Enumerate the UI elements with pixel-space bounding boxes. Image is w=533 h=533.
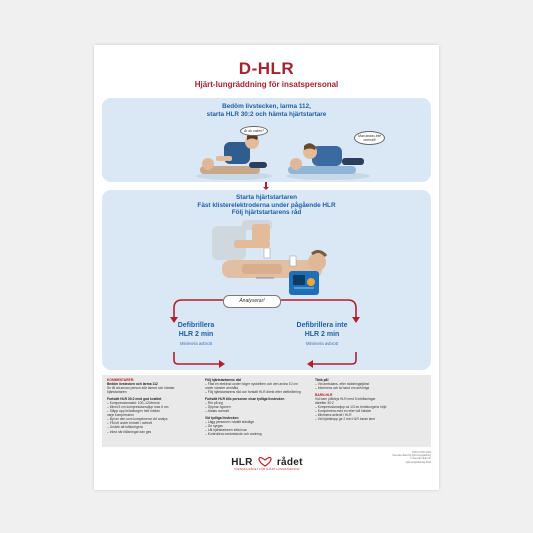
note-item: – Öppnar ögonen [205,404,231,409]
step-assess-panel [102,98,431,182]
note-item: – Byt av den som komprimerar vid analys [107,417,168,422]
note-item: – Inled när blåsningar kan ges [107,429,152,434]
note-title: Följ hjärtstartarens råd [205,378,241,382]
comments-section [102,375,431,447]
note-item: – Låt hjärtstartaren sitta kvar [205,427,247,432]
note-item: – Få luft under bröstet / avbrott [107,421,153,426]
note-title: Fortsätt HLR tills personen visar tydliga livstecken [205,396,285,401]
bubble-text: Är du vaken? [244,129,264,133]
note-item: – Ge syrgas [205,423,223,428]
cpr-with-aed-illustration [212,220,342,298]
note-item: – Kompressionsdjup ca 1/3 av bröstkorgens höjd [315,404,387,409]
notes-heading: KOMMENTARER: [107,378,135,382]
step-defibrillator-panel [102,190,431,370]
step2-instructions [102,194,431,217]
bubble-text: normalt! [363,138,376,142]
note-item: – Lägg personen i stabilt sidoläge [205,419,255,424]
heart-pulse-icon [256,457,274,467]
note-item: – Komprimera med en eller två händer [315,409,372,414]
note-text: hjärtstartaren [107,390,127,395]
note-item: – Rör på sig [205,400,223,405]
note-item: – Vid ambulans- eller räddningstjänst [315,382,370,387]
step2-line: Följ hjärtstartarens råd [231,209,302,217]
check-responsiveness-illustration [194,128,274,180]
notes-column-1 [107,378,199,434]
note-item: – Informera och ta hand om anhöriga [315,386,370,391]
notes-column-2 [205,378,301,436]
title-subtitle: Hjärt-lungräddning för insatspersonal [194,80,339,89]
fineprint-line: © Svenska rådet för [409,457,431,461]
choice-line: Defibrillera inte [296,322,348,329]
choice-line: Defibrillera [177,322,215,329]
fineprint-line: hjärt-lungräddning 2021 [405,460,431,464]
note-title: Vid tydliga livstecken [205,415,239,420]
note-item: – Fäst en elektrod under höger nyckelben och den andra 10 cm [205,382,298,387]
note-item: – Minst 5 cm kompressionsdjup max 6 cm. [107,404,170,409]
logo-text-left: HLR [231,457,253,468]
note-item: under vänster armhåla [205,386,238,391]
note-title: Tänk på! [315,378,329,382]
note-title: BARN-HLR [315,392,333,397]
choice-line: HLR 2 min [178,330,214,338]
note-item: – Följ hjärtstartarens råd och fortsätt HLR direkt efter defibrillering [205,390,301,395]
choice-line: HLR 2 min [304,330,340,338]
no-shock-advised-box [272,322,372,349]
step1-line: starta HLR 30:2 och hämta hjärtstartare [206,110,327,118]
note-item: varje kompression [107,413,134,418]
note-item: – Släpp upp bröstkorgen helt mellan [107,409,160,414]
note-item: – Andas normalt [205,409,229,414]
note-item: – Kontrollera medvetande och andning [205,431,262,436]
hlr-radet-logo [222,457,312,481]
flow-arrow-down [265,182,267,188]
logo-slogan: SVENSKA RÅDET FÖR HJÄRT-LUNGRÄDDNING [234,468,300,471]
choice-note: Minimera avbrott [180,341,212,346]
note-item: – Vid hjärtstopp ge 2 min HLR innan larm [315,417,376,422]
note-text: Se till att annan person slår larmet och hämtar [107,386,175,391]
step1-instructions [102,103,431,118]
speech-bubble-left [240,126,268,136]
bubble-text: Man andas inte [358,134,382,138]
title-main: D-HLR [238,59,295,78]
poster [94,45,439,490]
note-item: därefter 30:2 [315,400,334,405]
choice-note: Minimera avbrott [306,341,338,346]
fineprint [383,451,431,464]
note-title: Fortsätt HLR 30:2 med god kvalitet [107,396,162,401]
logo-text-right: rådet [276,457,303,468]
poster-title [94,59,439,89]
analysis-label: Analyserar! [223,295,281,308]
step1-line: Bedöm livstecken, larma 112, [222,103,311,110]
step2-line: Fäst klisterelektroderna under pågående HLR [197,201,336,209]
note-item: – Minimera avbrott i HLR [315,413,352,418]
shock-advised-box [156,322,236,349]
note-item: – Undvik att luftkorrigera [107,425,143,430]
note-item: – Kompressionstakt: 100–120/minut [107,400,160,405]
fineprint-line: HLR-D-HLR-2021 [412,451,431,454]
speech-bubble-right [354,131,385,145]
step2-line: Starta hjärtstartaren [235,194,298,201]
notes-column-3 [315,378,425,421]
fineprint-line: Svenska rådet för hjärt-lungräddning [392,454,431,458]
note-title: Bedöm livstecken och larma 112 [107,382,158,387]
note-item: Vid barn påbörja HLR med 5 inblåsningar [315,396,376,401]
